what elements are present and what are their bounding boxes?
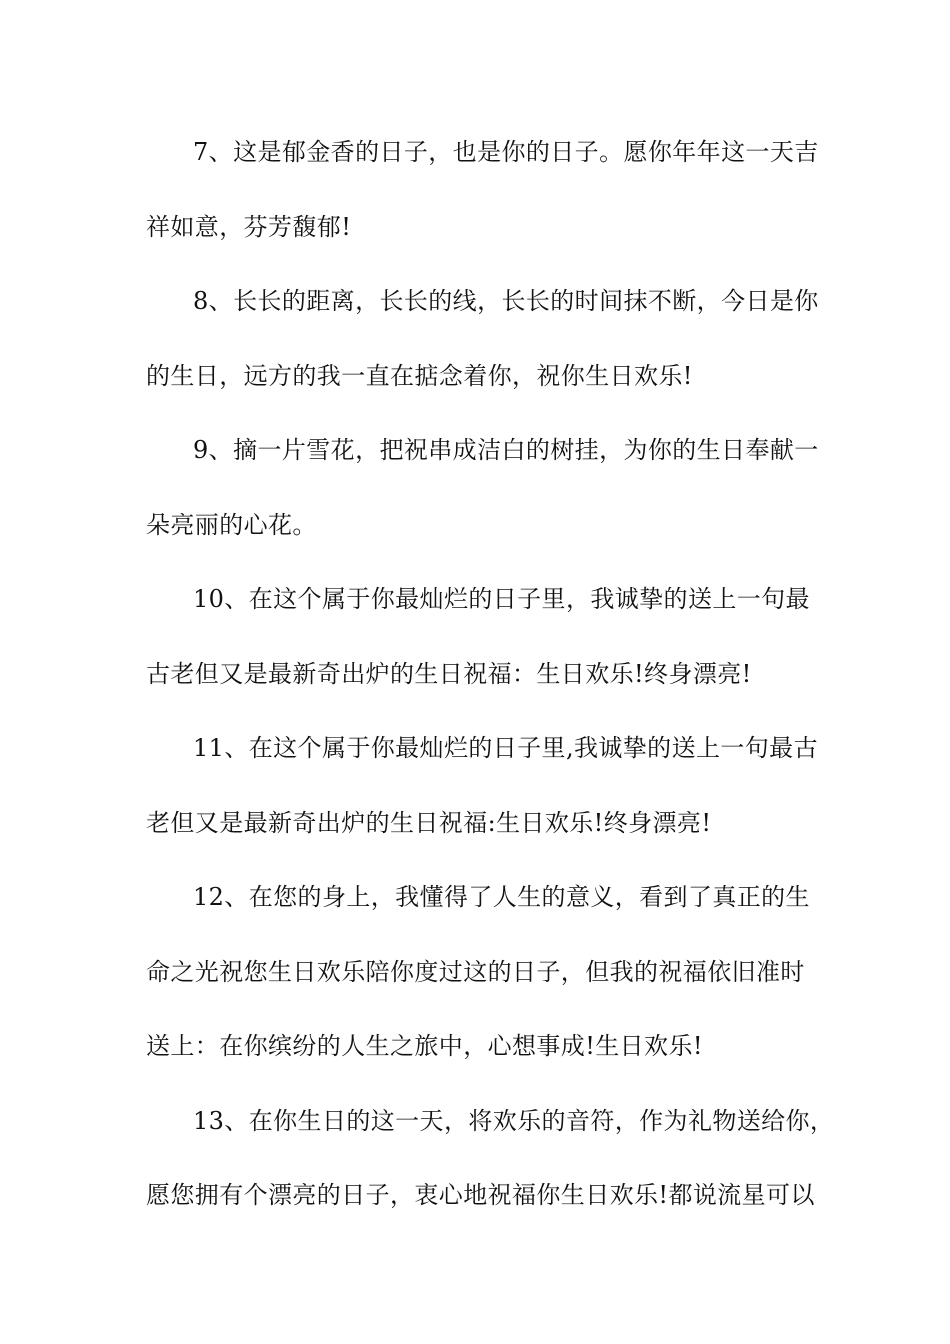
paragraph-12-line-1: 12、在您的身上，我懂得了人生的意义，看到了真正的生 (193, 883, 810, 911)
paragraph-12-line-3: 送上：在你缤纷的人生之旅中，心想事成!生日欢乐! (146, 1032, 703, 1060)
paragraph-9-line-1: 9、摘一片雪花，把祝串成洁白的树挂，为你的生日奉献一 (193, 436, 819, 464)
paragraph-10-line-1: 10、在这个属于你最灿烂的日子里，我诚挚的送上一句最 (193, 585, 810, 613)
paragraph-8-line-1: 8、长长的距离，长长的线，长长的时间抹不断，今日是你 (193, 287, 819, 315)
paragraph-13-line-1: 13、在你生日的这一天，将欢乐的音符，作为礼物送给你， (193, 1106, 835, 1135)
paragraph-8-line-2: 的生日，远方的我一直在掂念着你，祝你生日欢乐! (146, 361, 693, 390)
document-body (146, 132, 835, 1250)
paragraph-9-line-2: 朵亮丽的心花。 (146, 510, 317, 539)
paragraph-11-line-1: 11、在这个属于你最灿烂的日子里,我诚挚的送上一句最古 (193, 734, 818, 762)
paragraph-12-line-2: 命之光祝您生日欢乐陪你度过这的日子，但我的祝福依旧准时 (146, 957, 805, 986)
paragraph-7-line-2: 祥如意，芬芳馥郁! (146, 212, 352, 241)
paragraph-11-line-2: 老但又是最新奇出炉的生日祝福:生日欢乐!终身漂亮! (146, 808, 712, 837)
paragraph-10-line-2: 古老但又是最新奇出炉的生日祝福：生日欢乐!终身漂亮! (146, 659, 752, 688)
paragraph-7-line-1: 7、这是郁金香的日子，也是你的日子。愿你年年这一天吉 (193, 138, 819, 166)
paragraph-13-line-2: 愿您拥有个漂亮的日子，衷心地祝福你生日欢乐!都说流星可以 (146, 1181, 815, 1209)
